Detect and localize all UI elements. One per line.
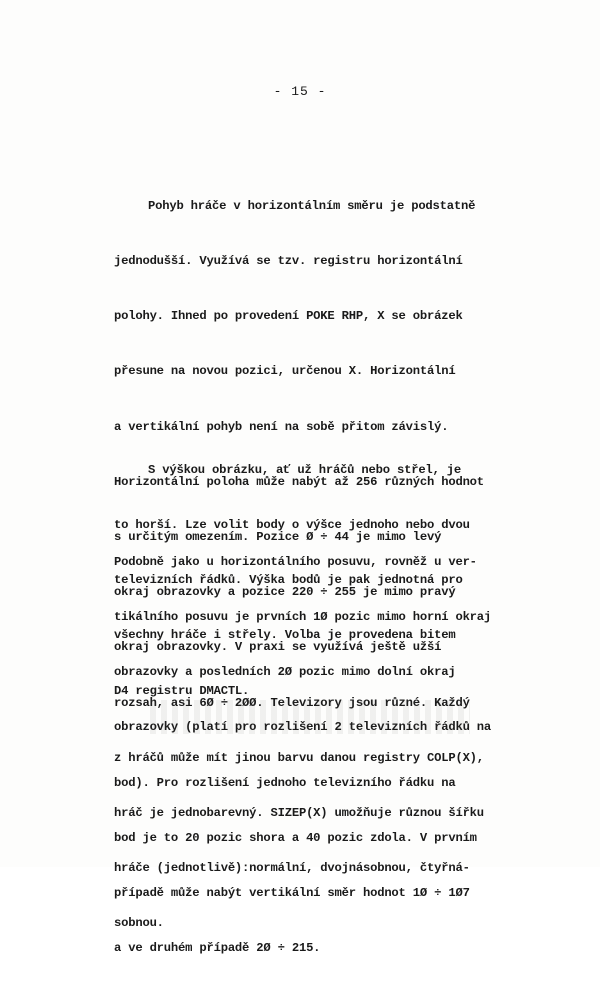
paragraph-3 (114, 516, 514, 994)
text-line: tikálního posuvu je prvních 1Ø pozic mimo horní okraj (114, 610, 492, 625)
text-line: bod). Pro rozlišení jednoho televizního řádku na (114, 775, 456, 790)
page-number: - 15 - (273, 84, 327, 99)
text-line: případě může nabýt vertikální směr hodnot 1Ø ÷ 1Ø7 (114, 886, 470, 901)
text-line: bod je to 20 pozic shora a 40 pozic zdola. V prvním (114, 830, 477, 845)
text-line: Horizontální poloha může nabýt až 256 různých hodnot (114, 474, 484, 489)
text-line: a ve druhém případě 2Ø ÷ 215. (114, 941, 321, 956)
text-line: všechny hráče i střely. Volba je provedena bitem (114, 628, 456, 643)
text-line: hráč je jednobarevný. SIZEP(X) umožňuje různou šířku (114, 806, 484, 821)
text-line: televizních řádků. Výška bodů je pak jednotná pro (114, 573, 463, 588)
text-line: a vertikální pohyb není na sobě přitom závislý. (114, 419, 449, 434)
text-line: S výškou obrázku, ať už hráčů nebo střel, je (148, 462, 462, 477)
text-line: okraj obrazovky. V praxi se využívá ještě užší (114, 640, 442, 655)
text-line: Pohyb hráče v horizontálním směru je podstatně (148, 198, 476, 213)
text-line: obrazovky a posledních 2Ø pozic mimo dolní okraj (114, 665, 456, 680)
text-line: D4 registru DMACTL. (114, 683, 250, 698)
text-line: obrazovky (platí pro rozlišení 2 televizních řádků na (114, 720, 492, 735)
text-line: okraj obrazovky a pozice 220 ÷ 255 je mimo pravý (114, 585, 456, 600)
text-line: sobnou. (114, 916, 164, 931)
text-line: z hráčů může mít jinou barvu danou registry COLP(X), (114, 750, 484, 765)
text-line: přesune na novou pozici, určenou X. Horizontální (114, 364, 456, 379)
text-line: rozsah, asi 6Ø ÷ 2ØØ. Televizory jsou různé. Každý (114, 695, 470, 710)
text-line: jednodušší. Využívá se tzv. registru horizontální (114, 254, 463, 269)
text-line: polohy. Ihned po provedení POKE RHP, X se obrázek (114, 309, 463, 324)
text-line: to horší. Lze volit body o výšce jednoho nebo dvou (114, 518, 470, 533)
text-line: s určitým omezením. Pozice Ø ÷ 44 je mimo levý (114, 530, 442, 545)
text-line: hráče (jednotlivě):normální, dvojnásobnou, čtyřná- (114, 861, 470, 876)
text-line: Podobně jako u horizontálního posuvu, rovněž u ver- (114, 554, 477, 569)
bleed-through-text (150, 700, 470, 734)
